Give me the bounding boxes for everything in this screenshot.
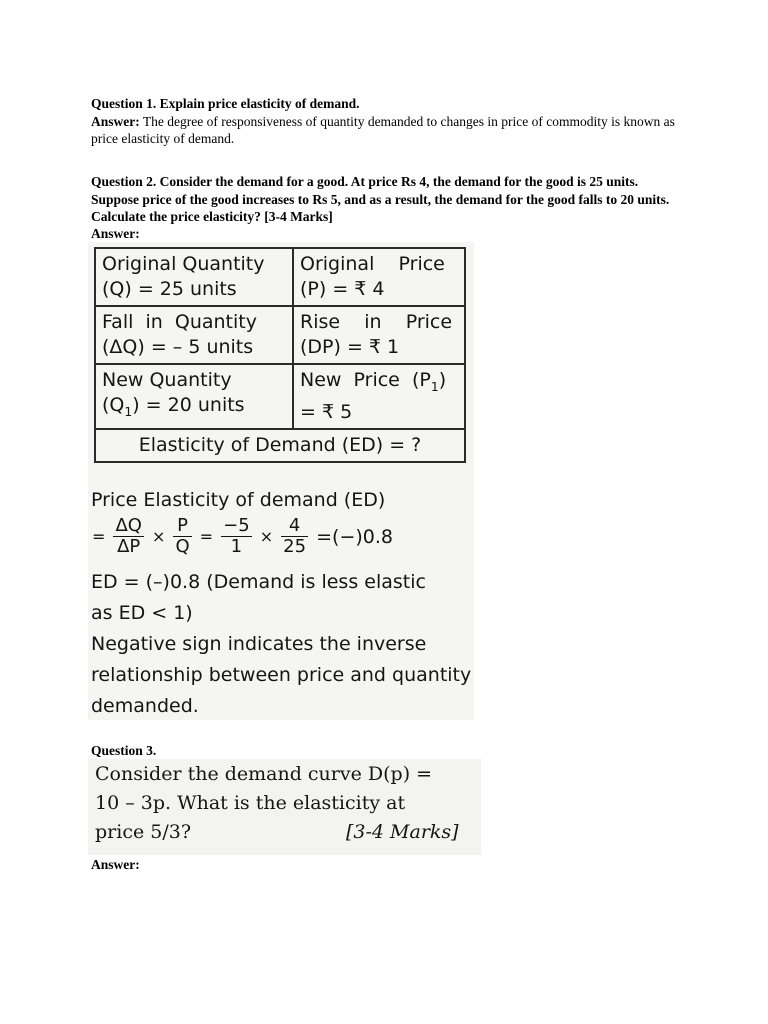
times-sign: ×: [151, 526, 166, 546]
fraction: [221, 516, 252, 557]
solution-line: as ED < 1): [91, 602, 193, 624]
denominator: Q: [175, 536, 190, 557]
table-cell: [95, 364, 293, 429]
equals-sign: =: [199, 526, 214, 546]
question-3-line: price 5/3?: [95, 821, 192, 843]
denominator: 1: [230, 536, 243, 557]
question-3-line: 10 – 3p. What is the elasticity at: [95, 792, 406, 814]
question-2-block: [91, 173, 681, 226]
table-row: [95, 429, 465, 462]
cell-line: New Quantity: [102, 369, 232, 391]
question-1-title: Question 1. Explain price elasticity of demand.: [91, 96, 360, 111]
question-3-line: Consider the demand curve D(p) =: [95, 763, 433, 785]
table-footer-cell: Elasticity of Demand (ED) = ?: [95, 429, 465, 462]
solution-heading: Price Elasticity of demand (ED): [91, 489, 386, 511]
cell-line: Rise in Price: [300, 311, 453, 333]
cell-line: $(Q_1) = 20$ units: [102, 394, 245, 419]
times-sign: ×: [259, 526, 274, 546]
cell-line: (ΔQ) = – 5 units: [102, 336, 254, 358]
question-3-marks: [3-4 Marks]: [346, 821, 459, 843]
cell-line: Original Quantity: [102, 253, 265, 275]
table-row: [95, 364, 465, 429]
cell-line: (P) = ₹ 4: [300, 278, 385, 300]
equals-sign: =: [92, 526, 106, 546]
cell-line: New Price $(P_1)$: [300, 369, 447, 394]
table-cell: [293, 364, 465, 429]
table-cell: [293, 306, 465, 364]
question-2-title: Question 2. Consider the demand for a good. At price Rs 4, the demand for the good is 25 units. Suppose price of the good increases to Rs 5, and as a result, the demand for the good falls to 20 units. Calculate the price elasticity? [3-4 Marks]: [91, 174, 670, 224]
fraction: [281, 516, 308, 557]
denominator: 25: [283, 536, 307, 557]
numerator: −5: [223, 515, 250, 536]
cell-line: = ₹ 5: [300, 400, 353, 423]
question-3-scanned-image: [88, 759, 481, 855]
table-cell: [95, 248, 293, 306]
table-row: [95, 306, 465, 364]
result-value: =(−)0.8: [316, 525, 393, 548]
numerator: P: [173, 516, 191, 537]
question-3-title: Question 3.: [91, 743, 157, 758]
table-cell: [95, 306, 293, 364]
question-1-block: [91, 95, 681, 148]
solution-line: ED = (–)0.8 (Demand is less elastic: [91, 571, 426, 593]
question-2-answer-label: Answer:: [91, 226, 140, 241]
fraction: [173, 516, 191, 557]
solution-line: demanded.: [91, 695, 199, 717]
fraction: [113, 516, 143, 557]
numerator: 4: [281, 516, 308, 537]
cell-line: (DP) = ₹ 1: [300, 336, 400, 358]
elasticity-equation: [91, 514, 394, 559]
solution-line: Negative sign indicates the inverse: [91, 633, 427, 655]
denominator: ΔP: [117, 536, 141, 557]
numerator: ΔQ: [115, 515, 142, 536]
cell-line: Fall in Quantity: [102, 311, 257, 333]
cell-line: Original Price: [300, 253, 445, 275]
scanned-solution-image: [88, 242, 474, 720]
solution-line: relationship between price and quantity: [91, 664, 472, 686]
given-values-table: [94, 247, 466, 463]
question-1-answer: [91, 113, 681, 148]
table-cell: [293, 248, 465, 306]
table-row: [95, 248, 465, 306]
answer-text: The degree of responsiveness of quantity demanded to changes in price of commodity is known as price elasticity of demand.: [91, 113, 675, 146]
answer-label: Answer:: [91, 113, 140, 129]
cell-line: (Q) = 25 units: [102, 278, 237, 300]
question-3-answer-label: Answer:: [91, 857, 140, 872]
